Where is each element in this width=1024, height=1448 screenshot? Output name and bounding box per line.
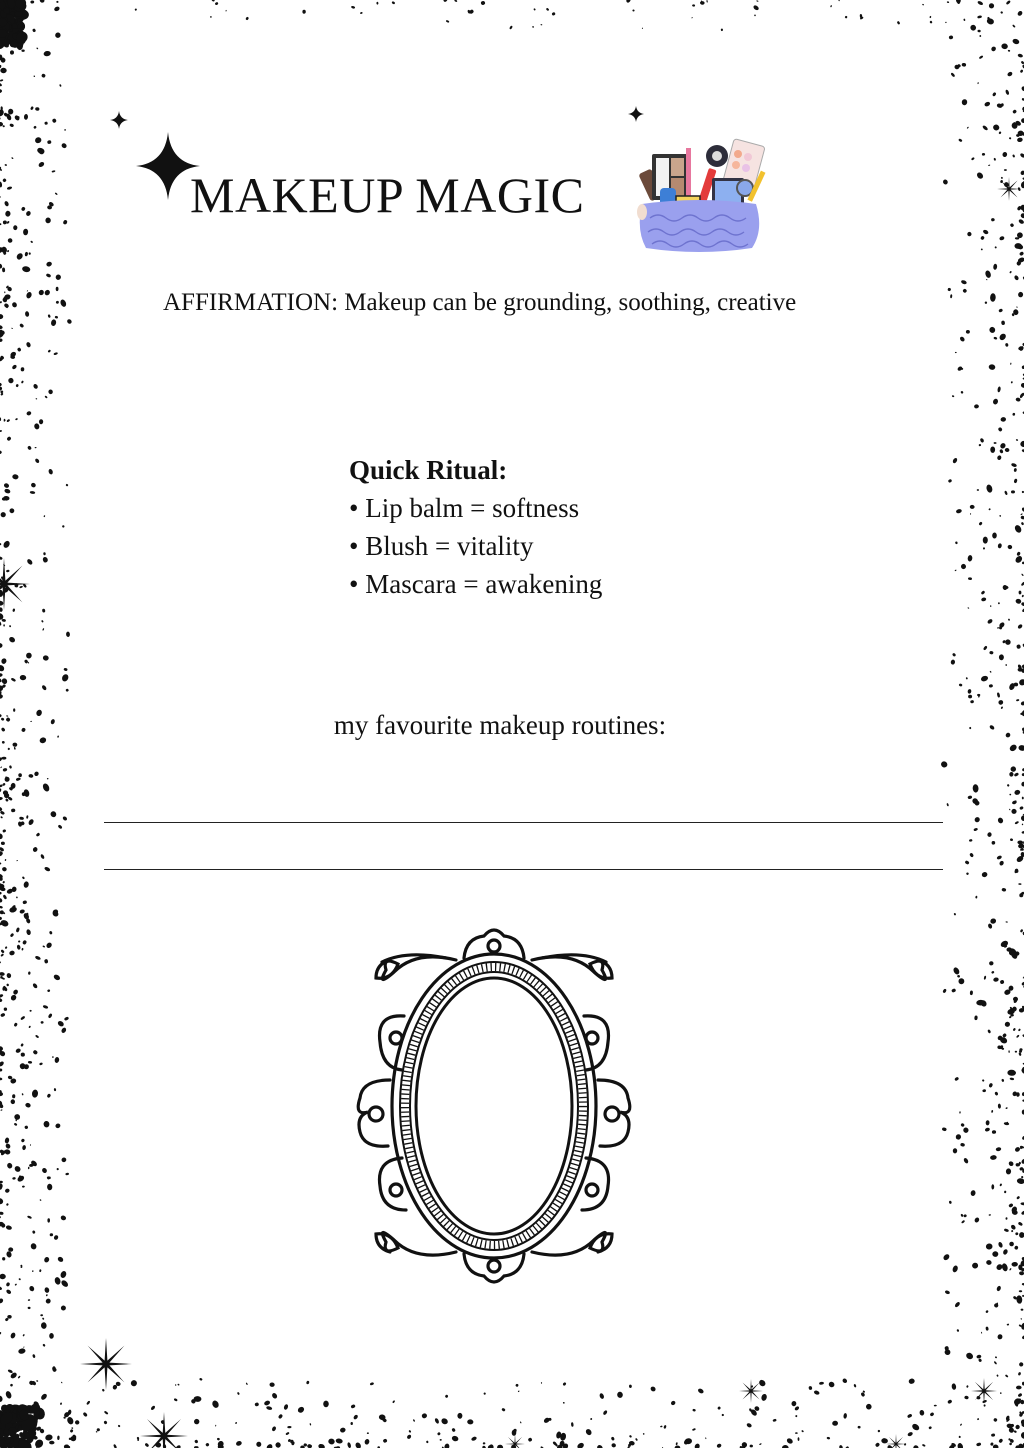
quick-ritual [349, 451, 602, 603]
makeup-bag-icon [632, 138, 767, 256]
small-sparkle-icon [627, 105, 645, 123]
writing-line[interactable] [104, 869, 943, 870]
routines-prompt: my favourite makeup routines: [333, 710, 667, 740]
ritual-item: • Lip balm = softness [349, 493, 580, 523]
mirror-frame-icon [346, 920, 642, 1292]
writing-line[interactable] [104, 822, 943, 823]
small-sparkle-icon [109, 110, 129, 130]
quick-ritual-heading: Quick Ritual: [349, 455, 508, 485]
page-title: MAKEUP MAGIC [190, 167, 585, 223]
ritual-item: • Blush = vitality [349, 531, 534, 561]
affirmation-text: AFFIRMATION: Makeup can be grounding, soothing, creative [163, 289, 797, 316]
ritual-item: • Mascara = awakening [349, 569, 603, 599]
